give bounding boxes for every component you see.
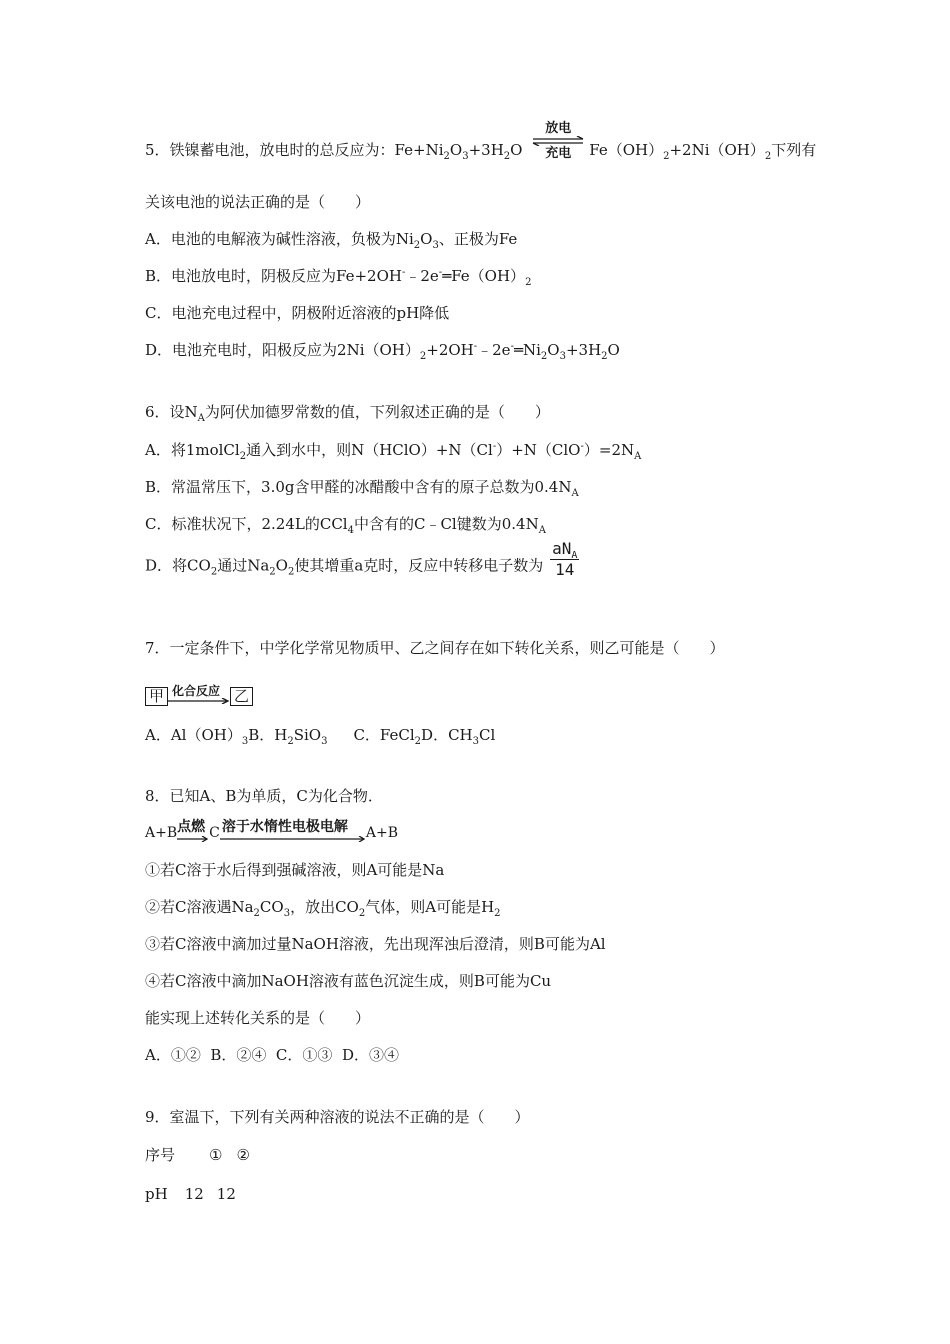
q6-stem	[145, 402, 550, 422]
arrow-label: 化合反应	[172, 684, 221, 698]
q8-statement-3: ③若C溶液中滴加过量NaOH溶液，先出现浑浊后澄清，则B可能为Al	[145, 935, 606, 953]
right-arrow-icon	[220, 836, 366, 842]
q6-text: 为阿伏加德罗常数的值，下列叙述正确的是（ ）	[204, 403, 550, 421]
q5-text: 、正极为Fe	[438, 230, 518, 248]
fraction-numerator	[550, 539, 579, 560]
superscript: -	[438, 267, 443, 278]
subscript: A	[571, 550, 578, 562]
superscript: -	[580, 441, 584, 452]
q8-text: CO	[259, 898, 284, 916]
subscript: 3	[472, 736, 480, 747]
flow-end: A+B	[365, 825, 398, 841]
q5-stem-line1	[145, 121, 817, 162]
table-cell: 序号	[145, 1146, 176, 1164]
subscript: 3	[559, 351, 566, 362]
subscript: 3	[241, 736, 249, 747]
subscript: 2	[269, 566, 276, 578]
subscript: 2	[287, 566, 295, 578]
q5-text: 5．铁镍蓄电池，放电时的总反应为：Fe+Ni	[145, 141, 444, 159]
subscript: 2	[419, 351, 427, 362]
flow-mid: C	[209, 825, 220, 841]
subscript: 3	[321, 736, 328, 747]
q5-option-d	[145, 340, 620, 360]
subscript: 2	[540, 351, 548, 362]
q7-arrow	[168, 684, 230, 707]
subscript: A	[634, 451, 642, 462]
q6-text: 6．设N	[145, 403, 198, 421]
q5-text: Fe（OH）	[589, 141, 664, 159]
subscript: A	[538, 525, 546, 536]
q6-text: A．将1molCl	[145, 441, 240, 459]
fraction	[550, 539, 579, 580]
q5-text: +2OH	[426, 341, 474, 359]
q6-text: 通过Na	[217, 556, 270, 575]
q7-text: A．Al（OH）	[145, 726, 242, 744]
flow-arrow-1	[177, 819, 209, 843]
subscript: 2	[253, 908, 260, 919]
superscript: -	[473, 341, 478, 352]
subscript: 2	[601, 351, 608, 362]
table-cell: ②	[236, 1146, 250, 1164]
table-cell: 12	[216, 1185, 236, 1203]
q5-text: B．电池放电时，阴极反应为Fe+2OH	[145, 267, 402, 285]
q6-text: ）+N（ClO	[496, 441, 581, 459]
q7-text: SiO	[293, 726, 322, 744]
subscript: A	[571, 488, 579, 499]
subscript: 2	[358, 908, 366, 919]
q9-table-row-1	[145, 1145, 250, 1165]
q6-text: C．标准状况下，2.24L的CCl	[145, 515, 348, 533]
q6-text: 中含有的C﹣Cl键数为0.4N	[353, 515, 539, 533]
q6-option-d	[145, 539, 579, 580]
flow-start: A+B	[145, 825, 178, 841]
subscript: 2	[413, 240, 421, 251]
q5-text: O	[420, 230, 433, 248]
q5-text: +2Ni（OH）	[669, 141, 765, 159]
q7-text: D．CH	[421, 726, 473, 744]
double-arrow-icon	[531, 136, 585, 146]
subscript: 3	[462, 151, 469, 162]
q6-text: 通入到水中，则N（HClO）+N（Cl	[246, 441, 493, 459]
q5-option-b	[145, 266, 531, 286]
flow-arrow-2	[220, 819, 366, 843]
table-cell: 12	[184, 1185, 204, 1203]
q5-text: O	[607, 341, 620, 359]
q9-table-row-2	[145, 1184, 236, 1204]
subscript: 2	[443, 151, 450, 162]
arrow-label-electrolysis: 溶于水惰性电极电解	[221, 819, 348, 835]
q5-text: D．电池充电时，阳极反应为2Ni（OH）	[145, 341, 420, 359]
subscript: 3	[432, 240, 439, 251]
subscript: 2	[503, 151, 511, 162]
q5-text: A．电池的电解液为碱性溶液，负极为Ni	[145, 230, 414, 248]
q6-option-c	[145, 514, 546, 534]
subscript: 2	[239, 451, 247, 462]
q5-text: +3H	[468, 141, 504, 159]
subscript: 2	[663, 151, 670, 162]
q8-statement-4: ④若C溶液中滴加NaOH溶液有蓝色沉淀生成，则B可能为Cu	[145, 972, 552, 990]
q6-text: ）=2N	[583, 441, 635, 459]
q8-statement-2	[145, 897, 501, 917]
q6-text: D．将CO	[145, 556, 211, 575]
subscript: 2	[764, 151, 772, 162]
q8-flow	[145, 819, 398, 843]
q6-text: 使其增重a克时，反应中转移电子数为	[294, 556, 544, 575]
numerator-text: aN	[552, 539, 572, 558]
q8-options: A．①② B．②④ C．①③ D．③④	[145, 1046, 399, 1064]
box-yi: 乙	[230, 687, 253, 706]
q5-text: ═Fe（OH）	[442, 267, 526, 285]
q5-text: ﹣2e	[477, 341, 511, 359]
arrow-label-ignite: 点燃	[177, 819, 206, 835]
q6-option-a	[145, 440, 641, 460]
q7-text: Cl	[479, 726, 496, 744]
q6-option-b	[145, 477, 579, 497]
table-cell: ①	[209, 1146, 223, 1164]
superscript: -	[510, 341, 514, 352]
q8-statement-1: ①若C溶于水后得到强碱溶液，则A可能是Na	[145, 861, 445, 879]
q6-text: O	[275, 556, 288, 575]
subscript: 2	[210, 566, 218, 578]
arrow-label-discharge: 放电	[545, 121, 572, 136]
subscript: 4	[347, 525, 354, 536]
right-arrow-icon	[168, 698, 230, 704]
subscript: 2	[414, 736, 422, 747]
q8-ask: 能实现上述转化关系的是（ ）	[145, 1009, 371, 1027]
q8-stem: 8．已知A、B为单质，C为化合物．	[145, 787, 383, 805]
superscript: -	[492, 441, 497, 452]
q5-stem-line2: 关该电池的说法正确的是（ ）	[145, 193, 371, 211]
q9-stem: 9．室温下，下列有关两种溶液的说法不正确的是（ ）	[145, 1108, 530, 1126]
subscript: 2	[494, 908, 501, 919]
q5-option-c: C．电池充电过程中，阴极附近溶液的pH降低	[145, 304, 450, 322]
q5-text: O	[449, 141, 463, 159]
arrow-label-charge: 充电	[545, 146, 572, 161]
q7-text: C．FeCl	[353, 726, 415, 744]
fraction-denominator: 14	[555, 560, 575, 579]
q6-text: B．常温常压下，3.0g含甲醛的冰醋酸中含有的原子总数为0.4N	[145, 478, 572, 496]
q8-text: ②若C溶液遇Na	[145, 898, 254, 916]
box-jia: 甲	[145, 687, 168, 706]
q8-text: ，放出CO	[290, 898, 359, 916]
q5-text: ═Ni	[513, 341, 541, 359]
superscript: -	[401, 267, 406, 278]
right-arrow-icon	[177, 836, 209, 842]
q5-text: 下列有	[771, 141, 817, 159]
subscript: 2	[287, 736, 294, 747]
table-cell: pH	[145, 1185, 168, 1203]
q7-diagram	[145, 686, 253, 707]
q5-text: O	[547, 341, 560, 359]
q8-text: 气体，则A可能是H	[365, 898, 495, 916]
subscript: 2	[525, 277, 532, 288]
subscript: A	[197, 413, 205, 424]
q5-text: ﹣2e	[405, 267, 439, 285]
q7-text: B．H	[248, 726, 288, 744]
reversible-reaction-arrow	[531, 121, 585, 161]
q7-stem: 7．一定条件下，中学化学常见物质甲、乙之间存在如下转化关系，则乙可能是（ ）	[145, 639, 725, 657]
q5-option-a	[145, 229, 517, 249]
q7-options	[145, 725, 495, 745]
q5-text: O	[510, 141, 523, 159]
subscript: 3	[283, 908, 291, 919]
q5-text: +3H	[565, 341, 602, 359]
